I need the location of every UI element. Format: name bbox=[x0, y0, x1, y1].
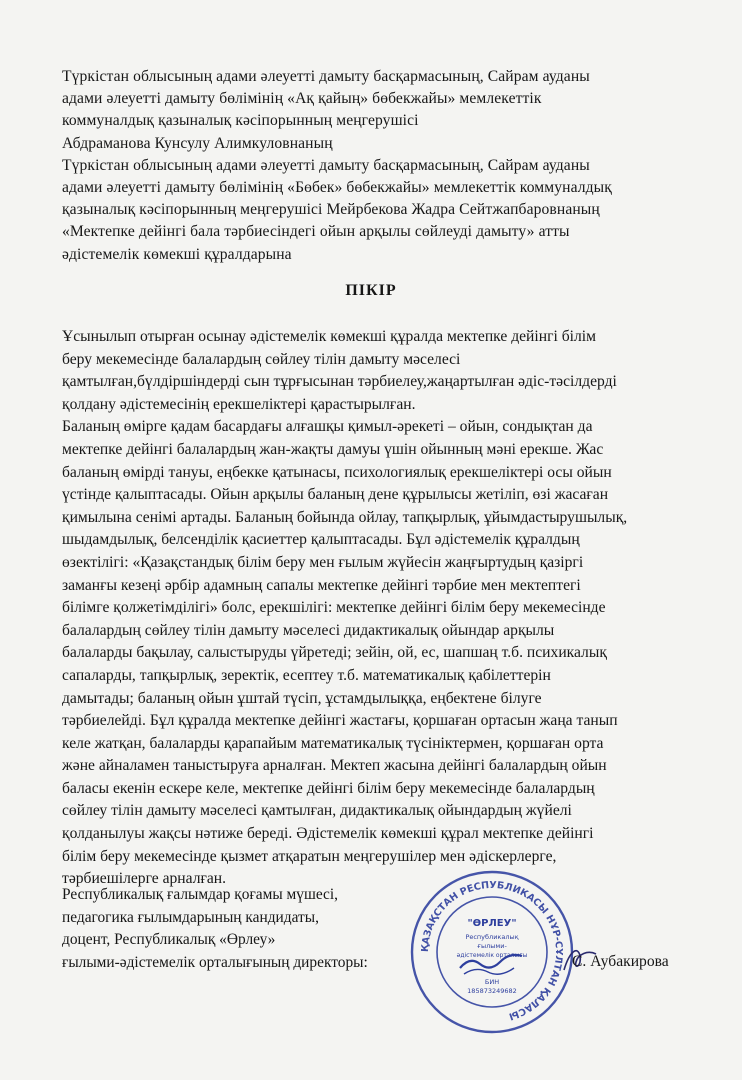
body-line: балаларды бақылау, салыстыруды үйретеді; зейін, ой, ес, шапшаң т.б. психикалық bbox=[62, 644, 607, 662]
body-line: сапаларды, тапқырлық, зеректік, есептеу т.б. математикалық қабілеттерін bbox=[62, 666, 551, 684]
body-line: қолданылуы жақсы нәтиже береді. Әдістемелік көмекші құрал мектепке дейінгі bbox=[62, 825, 594, 843]
addressee-line: Түркістан облысының адами әлеуетті дамыту басқармасының, Сайрам ауданы bbox=[62, 156, 590, 174]
body-line: шыдамдылық, белсенділік қасиеттер қалыптасады. Бұл әдістемелік құралдың bbox=[62, 531, 580, 549]
stamp-name: "ӨРЛЕУ" bbox=[467, 918, 517, 929]
addressee-line: әдістемелік көмекші құралдарына bbox=[62, 245, 292, 263]
body-line: өзектілігі: «Қазақстандық білім беру мен ғылым жүйесін жаңғыртудың қазіргі bbox=[62, 553, 584, 571]
review-body bbox=[62, 326, 702, 891]
addressee-line: Түркістан облысының адами әлеуетті дамыту басқармасының, Сайрам ауданы bbox=[62, 68, 590, 85]
body-line: заманғы кезеңі әрбір адамның сапалы мектепке дейінгі тәрбие мен мектептегі bbox=[62, 576, 581, 594]
body-line: мектепке дейінгі балалардың жан-жақты дамуы үшін ойынның мәні ерекше. Жас bbox=[62, 440, 604, 458]
body-line: Баланың өмірге қадам басардағы алғашқы қимыл-әрекеті – ойын, сондықтан да bbox=[62, 418, 593, 436]
body-line: беру мекемесінде балалардың сөйлеу тілін дамыту мәселесі bbox=[62, 350, 461, 368]
body-line: баласы екенін ескере келе, мектепке дейінгі білім беру мекемесінде балалардың bbox=[62, 779, 595, 797]
body-line: балалардың сөйлеу тілін дамыту мәселесі дидактикалық ойындар арқылы bbox=[62, 621, 555, 639]
body-line: келе жатқан, балаларды қарапайым математикалық түсініктермен, қоршаған орта bbox=[62, 734, 604, 752]
body-line: дамытады; баланың ойын ұштай түсіп, ұстамдылыққа, еңбектене білуге bbox=[62, 689, 542, 707]
body-line: қимылына сенімі артады. Баланың бойында ойлау, тапқырлық, ұйымдастырушылық, bbox=[62, 508, 628, 526]
body-line: сөйлеу тілін дамыту мәселесі қамтылған, дидактикалық ойындардың жүйелі bbox=[62, 802, 572, 820]
body-line: және айналамен таныстыруға арналған. Мектеп жасына дейінгі балалардың ойын bbox=[62, 757, 607, 775]
stamp-line: әдістемелік орталығы bbox=[456, 952, 528, 959]
body-line: тәрбиешілерге арналған. bbox=[62, 870, 227, 888]
addressee-line: Абдраманова Кунсулу Алимкуловнаның bbox=[62, 134, 333, 152]
addressee-line: адами әлеуетті дамыту бөлімінің «Ақ қайың» бөбекжайы» мемлекеттік bbox=[62, 90, 542, 108]
body-line: тәрбиелейді. Бұл құралда мектепке дейінгі жастағы, қоршаған ортасын жаңа танып bbox=[62, 712, 618, 730]
body-line: үстінде қалыптасады. Ойын арқылы баланың дене құрылысы жетіліп, өзі жасаған bbox=[62, 486, 609, 504]
signatory-line: Республикалық ғалымдар қоғамы мүшесі, bbox=[62, 886, 338, 903]
signatory-line: доцент, Республикалық «Өрлеу» bbox=[62, 931, 276, 948]
addressee-line: коммуналдық қазыналық кәсіпорынның меңгерушісі bbox=[62, 112, 419, 130]
stamp-ring-text: ҚАЗАҚСТАН РЕСПУБЛИКАСЫ НҰР-СҰЛТАН ҚАЛАСЫ bbox=[419, 879, 565, 1022]
stamp-bin-label: БИН bbox=[484, 978, 500, 986]
signatory-line: ғылыми-әдістемелік орталығының директоры: bbox=[62, 953, 368, 971]
stamp-wave-emblem bbox=[464, 968, 514, 974]
body-line: баланың өмірді тануы, еңбекке қатынасы, психологиялық ерекшеліктері осы ойын bbox=[62, 463, 612, 481]
document-title: ПІКІР bbox=[345, 282, 397, 299]
stamp-line: Республикалық bbox=[465, 933, 519, 941]
addressee-line: қазыналық кәсіпорынның меңгерушісі Мейрбекова Жадра Сейтжапбаровнаның bbox=[62, 201, 600, 219]
body-line: білім беру мекемесінде қызмет атқаратын меңгерушілер мен әдіскерлерге, bbox=[62, 847, 557, 865]
body-line: қамтылған,бүлдіршіндерді сын тұрғысынан тәрбиелеу,жаңартылған әдіс-тәсілдерді bbox=[62, 373, 617, 391]
addressee-line: «Мектепке дейінгі бала тәрбиесіндегі ойын арқылы сөйлеуді дамыту» атты bbox=[62, 223, 570, 241]
body-line: қолдану әдістемесінің ерекшеліктері қарастырылған. bbox=[62, 395, 416, 413]
stamp-line: ғылыми- bbox=[477, 942, 507, 950]
addressee-line: адами әлеуетті дамыту бөлімінің «Бөбек» бөбекжайы» мемлекеттік коммуналдық bbox=[62, 179, 612, 197]
addressee-block bbox=[62, 66, 702, 266]
stamp-bin: 185873249682 bbox=[467, 987, 517, 995]
signer-name: С. Аубакирова bbox=[572, 953, 669, 970]
body-line: Ұсынылып отырған осынау әдістемелік көмекші құралда мектепке дейінгі білім bbox=[62, 328, 596, 345]
official-stamp bbox=[408, 868, 576, 1036]
body-line: білімге қолжетімділігі» болс, ерекшілігі: мектепке дейінгі білім беру мекемесінде bbox=[62, 599, 606, 617]
signatory-line: педагогика ғылымдарының кандидаты, bbox=[62, 908, 319, 926]
